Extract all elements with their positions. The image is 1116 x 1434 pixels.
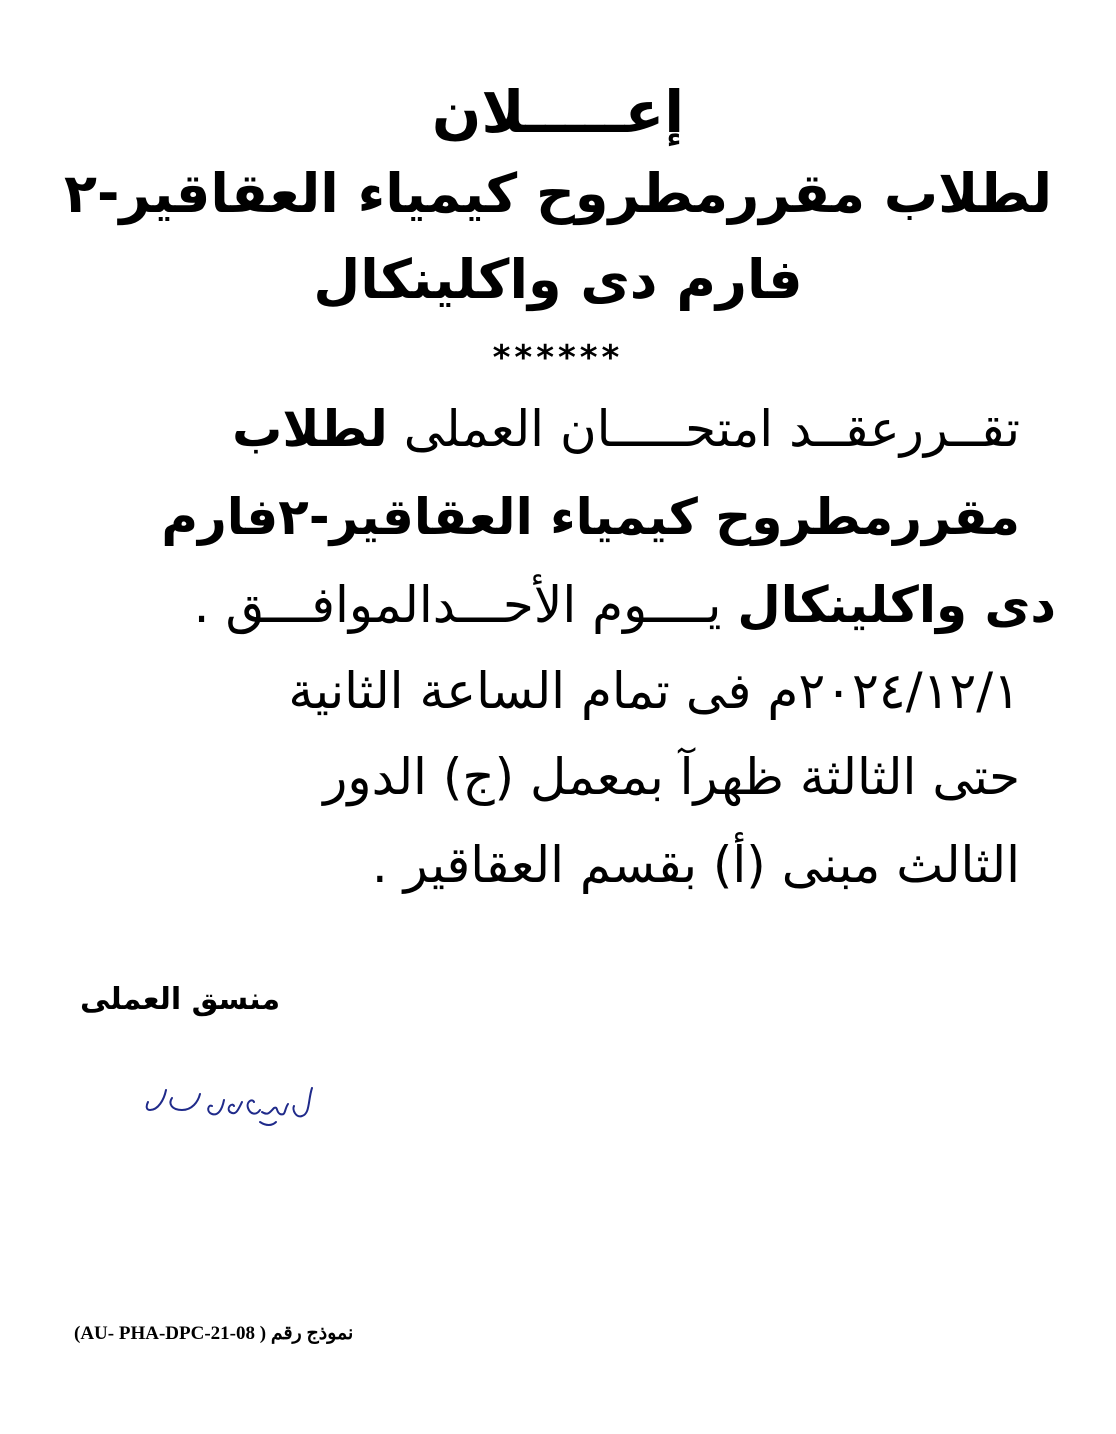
form-number <box>74 1322 474 1345</box>
form-number-code: ( AU- PHA-DPC-21-08) <box>74 1323 267 1344</box>
body-line-3-bold: دى واكلينكال <box>737 576 1056 634</box>
coordinator-title: منسق العملى <box>80 982 281 1017</box>
announcement-title: إعـــــلان <box>431 78 685 146</box>
form-number-label: نموذج رقم <box>270 1323 354 1344</box>
body-line-1-bold: لطلاب <box>232 400 388 458</box>
body-line-4: ٢٠٢٤/١٢/١م فى تمام الساعة الثانية <box>288 662 1020 720</box>
handwritten-signature <box>142 1080 322 1130</box>
separator-stars: ****** <box>492 338 624 378</box>
body-line-2: مقررمطروح كيمياء العقاقير-٢فارم <box>161 488 1020 546</box>
body-line-6: الثالث مبنى (أ) بقسم العقاقير . <box>371 836 1020 894</box>
body-line-3 <box>96 576 1056 634</box>
announcement-subtitle-course: لطلاب مقررمطروح كيمياء العقاقير-٢ <box>64 162 1052 225</box>
body-line-1-regular: تقــررعقــد امتحـــــان العملى <box>387 400 1020 458</box>
body-line-5: حتى الثالثة ظهرآ بمعمل (ج) الدور <box>323 748 1020 806</box>
announcement-subtitle-program: فارم دى واكلينكال <box>313 248 803 311</box>
body-line-1 <box>100 400 1020 458</box>
body-line-3-regular: يــــوم الأحـــدالموافـــق . <box>193 576 738 634</box>
